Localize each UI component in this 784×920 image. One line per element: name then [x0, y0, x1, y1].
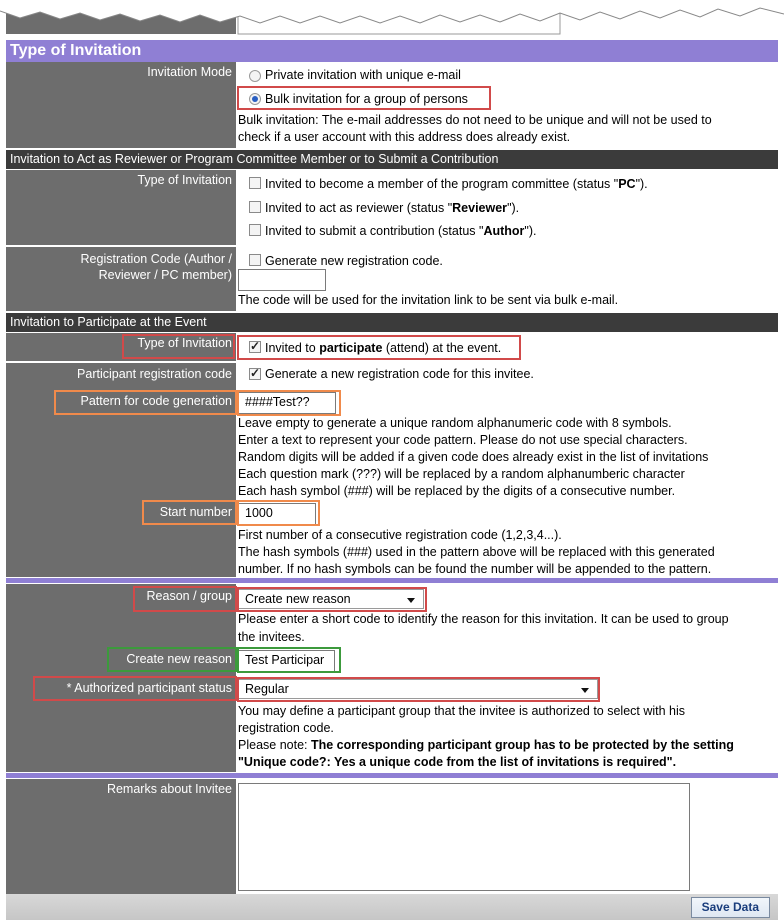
status-note-1: Please note: The corresponding participant group has to be protected by the setting — [238, 738, 734, 752]
row-invitation-mode — [6, 62, 778, 148]
row-reviewer-type — [6, 170, 778, 245]
start-number-input[interactable]: 1000 — [238, 503, 316, 525]
row-remarks — [6, 779, 778, 894]
row-participate-type — [6, 333, 778, 361]
row-participant-code — [6, 363, 778, 577]
pattern-help-4: Each question mark (???) will be replaced by a random alphanumberic character — [238, 467, 685, 481]
label-generate-participant-code: Generate a new registration code for this invitee. — [265, 367, 534, 381]
label-pattern: Pattern for code generation — [80, 394, 232, 408]
section-header-participate — [6, 313, 778, 332]
label-participant-regcode: Participant registration code — [77, 367, 232, 381]
authorized-status-select[interactable]: Regular — [238, 679, 598, 699]
label-column-participant — [6, 363, 236, 577]
radio-private-invitation[interactable] — [249, 70, 261, 82]
label-generate-regcode: Generate new registration code. — [265, 254, 443, 268]
pattern-help-3: Random digits will be added if a given code does already exist in the list of invitations — [238, 450, 709, 464]
checkbox-reviewer[interactable] — [249, 201, 261, 213]
bulk-description-line2: check if a user account with this address does already exist. — [238, 130, 571, 144]
label-new-reason: Create new reason — [126, 652, 232, 666]
remarks-textarea[interactable] — [238, 783, 690, 891]
section-header-type-of-invitation — [6, 40, 778, 62]
checkbox-generate-participant-code[interactable] — [249, 368, 261, 380]
row-reason-group — [6, 584, 778, 772]
checkbox-participate[interactable] — [249, 341, 261, 353]
reason-select[interactable]: Create new reason — [238, 589, 424, 609]
label-reviewer-type: Type of Invitation — [6, 170, 236, 245]
radio-bulk-invitation[interactable] — [249, 93, 261, 105]
bulk-description-line1: Bulk invitation: The e-mail addresses do not need to be unique and will not be used to — [238, 113, 712, 127]
label-participate: Invited to participate (attend) at the event. — [265, 341, 502, 355]
label-private-invitation: Private invitation with unique e-mail — [265, 68, 461, 82]
pattern-input[interactable]: ####Test?? — [238, 392, 336, 414]
section-separator-2 — [6, 773, 778, 778]
section-header-reviewer — [6, 150, 778, 169]
registration-code-input[interactable] — [238, 269, 326, 291]
chevron-down-icon — [581, 688, 589, 693]
regcode-description: The code will be used for the invitation link to be sent via bulk e-mail. — [238, 293, 619, 307]
section-separator — [6, 578, 778, 583]
pattern-help-5: Each hash symbol (###) will be replaced by the digits of a consecutive number. — [238, 484, 676, 498]
label-author: Invited to submit a contribution (status "Author"). — [265, 224, 537, 238]
footer-bar — [6, 894, 778, 920]
label-pc-member: Invited to become a member of the program committee (status "PC"). — [265, 177, 648, 191]
status-note-2: "Unique code?: Yes a unique code from the list of invitations is required". — [238, 755, 677, 769]
label-invitation-mode: Invitation Mode — [6, 62, 236, 148]
row-registration-code — [6, 247, 778, 311]
label-reason: Reason / group — [146, 589, 232, 603]
label-remarks: Remarks about Invitee — [6, 779, 236, 894]
checkbox-generate-regcode[interactable] — [249, 254, 261, 266]
section-title-participate: Invitation to Participate at the Event — [10, 315, 207, 329]
status-help-2: registration code. — [238, 721, 334, 735]
reason-help-2: the invitees. — [238, 630, 305, 644]
section-title-reviewer: Invitation to Act as Reviewer or Program Committee Member or to Submit a Contribution — [10, 152, 499, 166]
label-registration-code: Registration Code (Author / Reviewer / PC member) — [6, 247, 236, 311]
label-authorized-status: * Authorized participant status — [66, 681, 232, 695]
new-reason-input[interactable]: Test Participar — [238, 650, 335, 672]
checkbox-author[interactable] — [249, 224, 261, 236]
chevron-down-icon — [407, 598, 415, 603]
status-help-1: You may define a participant group that the invitee is authorized to select with his — [238, 704, 686, 718]
label-bulk-invitation: Bulk invitation for a group of persons — [265, 92, 468, 106]
section-title: Type of Invitation — [10, 42, 142, 59]
start-help-1: First number of a consecutive registration code (1,2,3,4...). — [238, 528, 562, 542]
start-help-3: number. If no hash symbols can be found the number will be appended to the pattern. — [238, 562, 712, 576]
torn-edge-decoration — [0, 0, 784, 40]
reason-help-1: Please enter a short code to identify the reason for this invitation. It can be used to group — [238, 612, 729, 626]
pattern-help-1: Leave empty to generate a unique random alphanumeric code with 8 symbols. — [238, 416, 672, 430]
label-start-number: Start number — [159, 505, 232, 519]
label-column-reason — [6, 584, 236, 772]
checkbox-pc-member[interactable] — [249, 177, 261, 189]
save-data-button[interactable]: Save Data — [691, 897, 770, 918]
pattern-help-2: Enter a text to represent your code pattern. Please do not use special characters. — [238, 433, 688, 447]
start-help-2: The hash symbols (###) used in the pattern above will be replaced with this generated — [238, 545, 715, 559]
label-participate-type: Type of Invitation — [6, 333, 236, 361]
label-reviewer: Invited to act as reviewer (status "Reviewer"). — [265, 201, 520, 215]
